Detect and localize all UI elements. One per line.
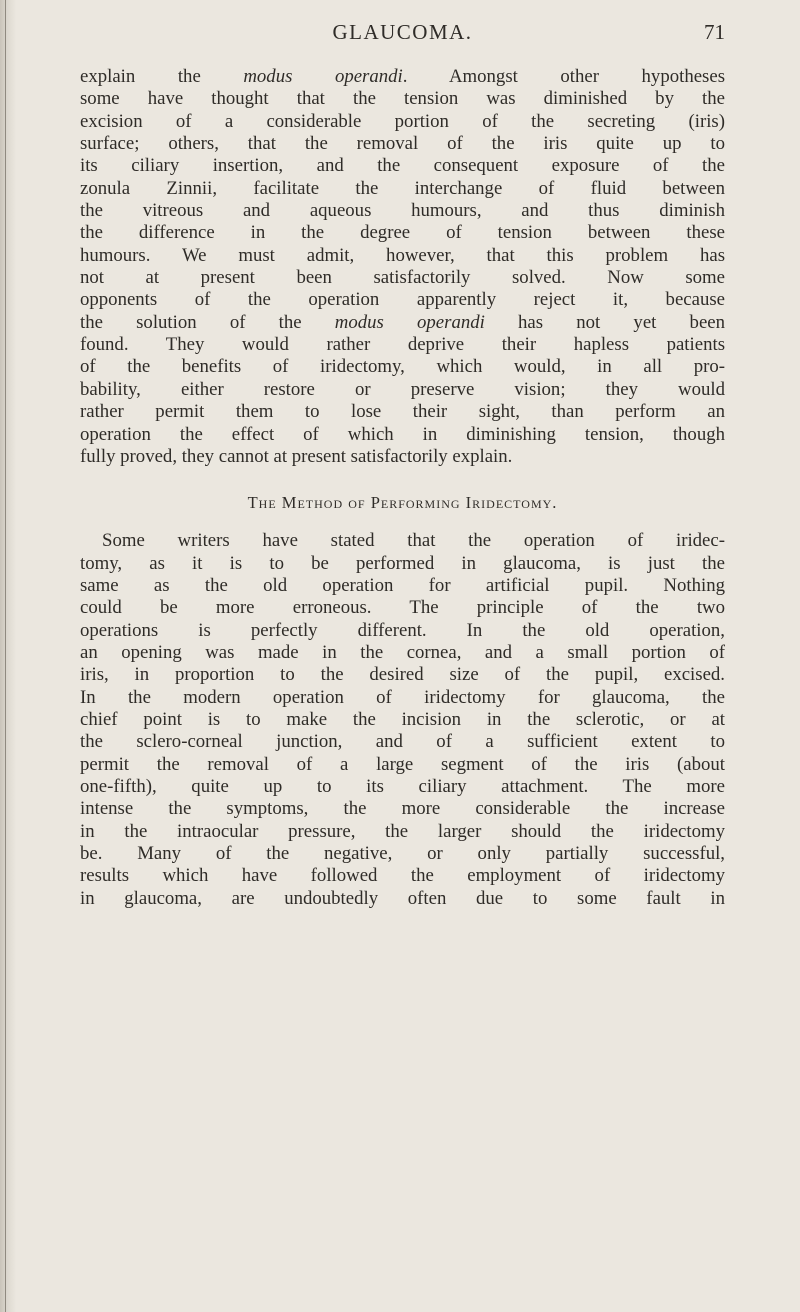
text-line: the solution of the modus operandi has not yet been (80, 311, 726, 333)
text-line: the difference in the degree of tension between these (80, 222, 725, 244)
text-line: iris, in proportion to the desired size of the pupil, excised. (80, 664, 725, 686)
section-heading: The Method of Performing Iridectomy. (247, 493, 558, 513)
text-line: in glaucoma, are undoubtedly often due to some fault in (80, 887, 725, 909)
text-line: intense the symptoms, the more considerable the increase (80, 798, 725, 820)
page-header (80, 20, 725, 50)
text-line: surface; others, that the removal of the iris quite up to (80, 133, 725, 155)
paragraph-1 (80, 66, 725, 468)
text-line: one-fifth), quite up to its ciliary attachment. The more (80, 775, 725, 797)
page-number: 71 (704, 20, 725, 44)
text-line: bability, either restore or preserve vision; they would (80, 378, 725, 400)
text-line: humours. We must admit, however, that this problem has (80, 244, 725, 266)
text-line: some have thought that the tension was diminished by the (80, 88, 725, 110)
text-line: operation the effect of which in diminishing tension, though (80, 423, 725, 445)
section-spacer (80, 468, 725, 490)
page-binding-shadow (0, 0, 16, 1312)
text-line: its ciliary insertion, and the consequent exposure of the (80, 155, 725, 177)
text-line: explain the modus operandi. Amongst other hypotheses (80, 66, 726, 87)
text-line: be. Many of the negative, or only partially successful, (80, 843, 725, 864)
text-line: of the benefits of iridectomy, which would, in all pro- (80, 356, 725, 378)
text-line: same as the old operation for artificial pupil. Nothing (80, 574, 725, 596)
text-line: an opening was made in the cornea, and a small portion of (80, 641, 725, 663)
paragraph-2 (80, 530, 725, 910)
text-line: the sclero-corneal junction, and of a sufficient extent to (80, 731, 725, 753)
text-line: not at present been satisfactorily solved. Now some (80, 267, 725, 289)
text-line: fully proved, they cannot at present satisfactorily explain. (80, 445, 513, 467)
text-line: in the intraocular pressure, the larger should the iridectomy (80, 820, 725, 842)
text-line: rather permit them to lose their sight, than perform an (80, 401, 725, 423)
page-binding-edge (5, 0, 6, 1312)
text-line: operations is perfectly different. In the old operation, (80, 619, 725, 641)
text-line: opponents of the operation apparently reject it, because (80, 289, 725, 311)
text-line: zonula Zinnii, facilitate the interchange of fluid between (80, 177, 725, 199)
text-line: excision of a considerable portion of the secreting (iris) (80, 110, 725, 132)
text-line: In the modern operation of iridectomy for glaucoma, the (80, 686, 725, 708)
body-text (80, 66, 725, 910)
text-line: permit the removal of a large segment of the iris (about (80, 753, 725, 775)
text-line: chief point is to make the incision in the sclerotic, or at (80, 708, 725, 730)
text-line: found. They would rather deprive their hapless patients (80, 334, 725, 356)
text-line: results which have followed the employment of iridectomy (80, 865, 725, 887)
running-head: GLAUCOMA. (332, 20, 473, 44)
text-line: the vitreous and aqueous humours, and thus diminish (80, 200, 725, 222)
text-line: could be more erroneous. The principle of the two (80, 597, 725, 619)
text-line: tomy, as it is to be performed in glaucoma, is just the (80, 552, 725, 574)
text-line: Some writers have stated that the operation of iridec- (102, 530, 725, 552)
